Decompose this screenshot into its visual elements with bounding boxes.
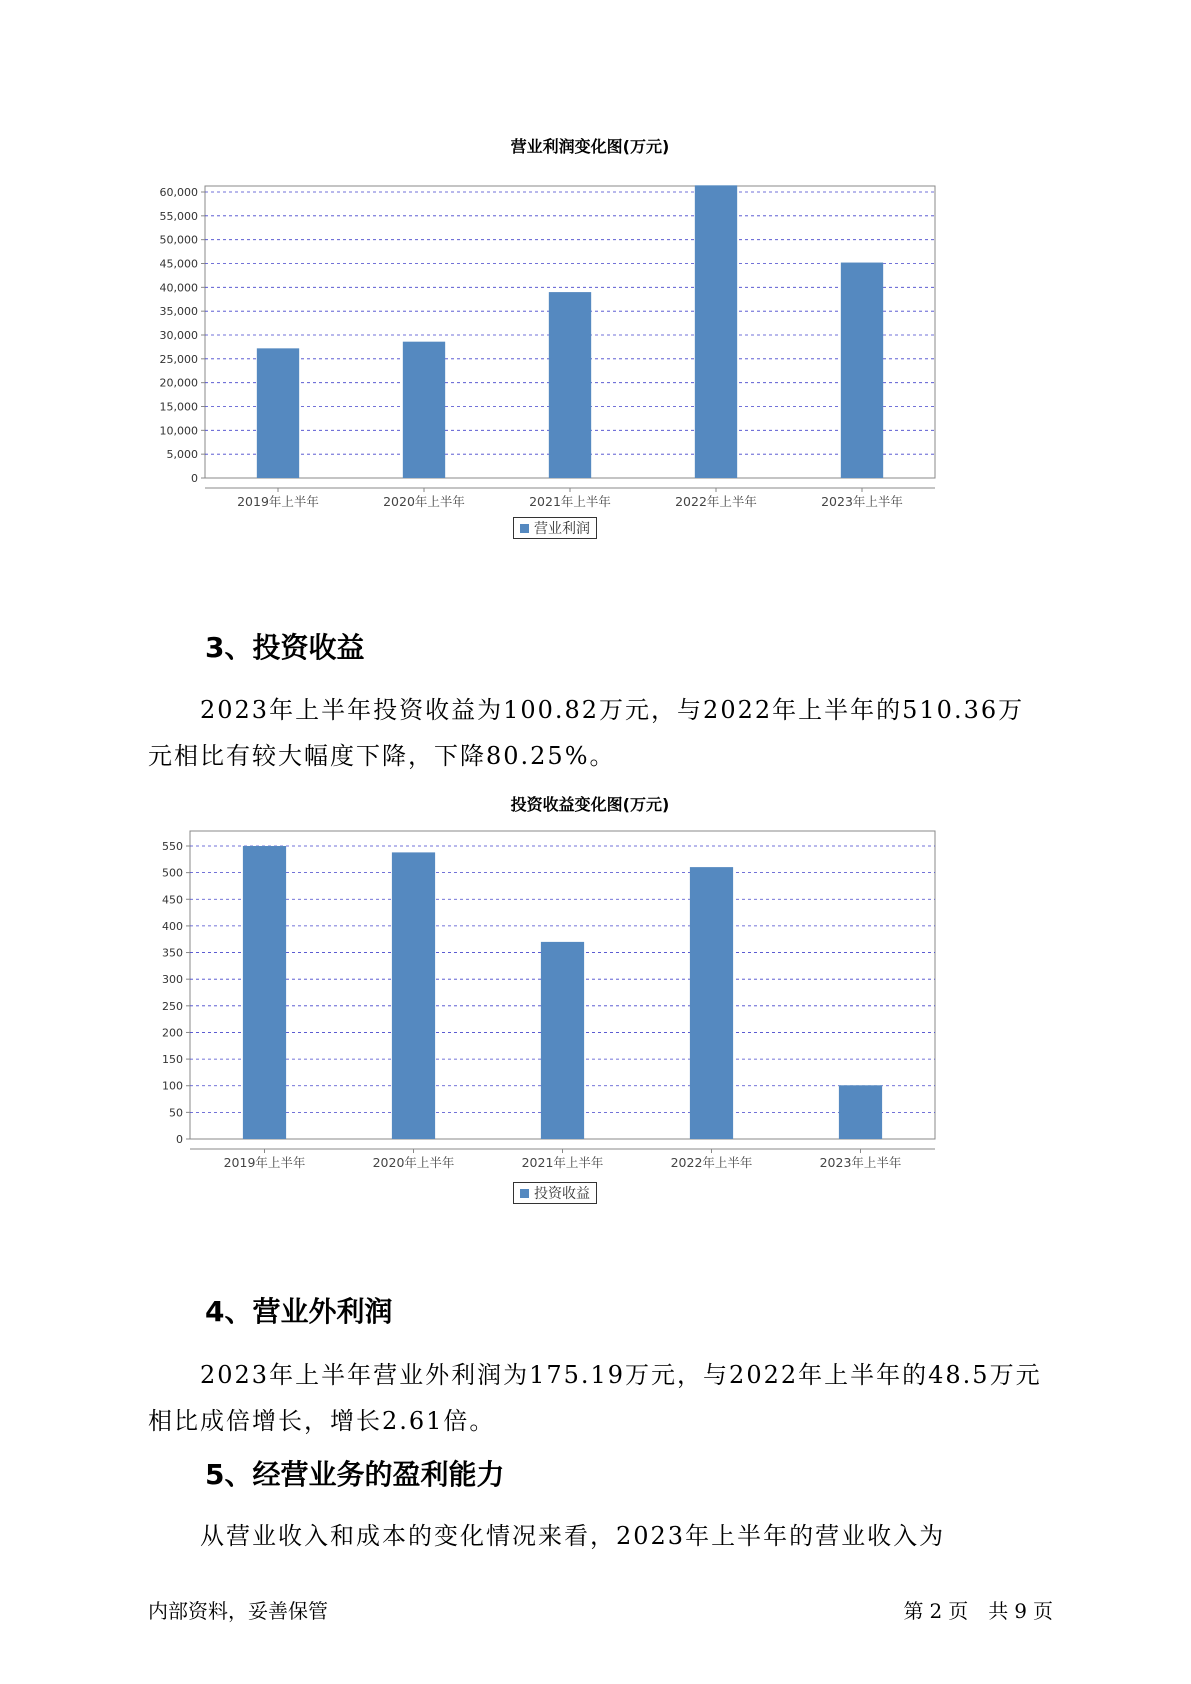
page-mid: 页 共 <box>948 1599 1009 1623</box>
page-suffix: 页 <box>1033 1599 1053 1623</box>
y-tick-label: 50,000 <box>159 233 198 247</box>
x-tick-label: 2022年上半年 <box>675 494 757 509</box>
x-tick-label: 2020年上半年 <box>372 1155 455 1170</box>
operating-profit-chart <box>150 130 1030 550</box>
y-tick-label: 150 <box>162 1053 183 1067</box>
legend-swatch <box>520 524 529 533</box>
bar <box>541 942 584 1139</box>
x-tick-label: 2021年上半年 <box>529 494 611 509</box>
y-tick-label: 20,000 <box>159 376 198 390</box>
bar <box>695 185 737 478</box>
y-tick-label: 550 <box>162 840 183 853</box>
section-4-paragraph: 2023年上半年营业外利润为175.19万元，与2022年上半年的48.5万元相比成倍增长，增长2.61倍。 <box>148 1361 1042 1435</box>
bar <box>549 292 591 478</box>
bar <box>243 846 286 1139</box>
x-tick-label: 2019年上半年 <box>223 1155 306 1170</box>
y-tick-label: 50 <box>169 1106 183 1120</box>
x-tick-label: 2021年上半年 <box>521 1155 604 1170</box>
y-tick-label: 55,000 <box>159 209 198 223</box>
y-tick-label: 5,000 <box>166 448 198 462</box>
x-tick-label: 2019年上半年 <box>237 494 319 509</box>
chart-title: 投资收益变化图(万元) <box>510 795 670 814</box>
page-current: 2 <box>929 1599 943 1623</box>
legend-swatch <box>520 1189 529 1198</box>
y-tick-label: 40,000 <box>159 281 198 295</box>
x-tick-label: 2023年上半年 <box>819 1155 902 1170</box>
y-tick-label: 30,000 <box>159 329 198 342</box>
footer-confidential-note: 内部资料，妥善保管 <box>148 1599 328 1623</box>
y-tick-label: 10,000 <box>159 424 198 438</box>
page-total: 9 <box>1014 1599 1027 1623</box>
section-3-paragraph: 2023年上半年投资收益为100.82万元，与2022年上半年的510.36万元相比有较大幅度下降，下降80.25%。 <box>148 696 1025 770</box>
bar <box>257 348 299 478</box>
section-5-heading: 5、经营业务的盈利能力 <box>205 1458 505 1491</box>
investment-income-chart-svg <box>150 828 1030 1198</box>
section-5-paragraph: 从营业收入和成本的变化情况来看，2023年上半年的营业收入为 <box>200 1522 946 1550</box>
legend-label: 投资收益 <box>534 1186 590 1202</box>
y-tick-label: 400 <box>162 919 183 933</box>
section-3-heading: 3、投资收益 <box>205 631 365 664</box>
section-4-heading: 4、营业外利润 <box>205 1295 393 1328</box>
investment-income-chart <box>150 790 1030 1220</box>
x-tick-label: 2023年上半年 <box>821 494 903 509</box>
y-tick-label: 250 <box>162 999 183 1013</box>
bar <box>392 852 435 1139</box>
y-tick-label: 0 <box>191 472 198 485</box>
page-prefix: 第 <box>903 1599 924 1623</box>
y-tick-label: 60,000 <box>159 186 198 199</box>
chart-title: 营业利润变化图(万元) <box>510 137 670 156</box>
chart-legend <box>513 1182 597 1204</box>
y-tick-label: 35,000 <box>159 305 198 319</box>
bar <box>839 1085 882 1139</box>
legend-label: 营业利润 <box>534 521 590 537</box>
y-tick-label: 350 <box>162 946 183 960</box>
y-tick-label: 15,000 <box>159 400 198 414</box>
x-tick-label: 2020年上半年 <box>383 494 465 509</box>
footer-page-number <box>901 1595 1056 1624</box>
x-tick-label: 2022年上半年 <box>670 1155 753 1170</box>
y-tick-label: 300 <box>162 973 183 987</box>
y-tick-label: 45,000 <box>159 257 198 271</box>
y-tick-label: 0 <box>176 1133 183 1146</box>
operating-profit-chart-svg <box>150 170 1030 530</box>
bar <box>690 867 733 1139</box>
y-tick-label: 200 <box>162 1026 183 1040</box>
y-tick-label: 500 <box>162 866 183 880</box>
bar <box>841 263 883 478</box>
bar <box>403 342 445 478</box>
y-tick-label: 100 <box>162 1079 183 1093</box>
chart-legend <box>513 517 597 539</box>
y-tick-label: 25,000 <box>159 352 198 366</box>
y-tick-label: 450 <box>162 893 183 907</box>
